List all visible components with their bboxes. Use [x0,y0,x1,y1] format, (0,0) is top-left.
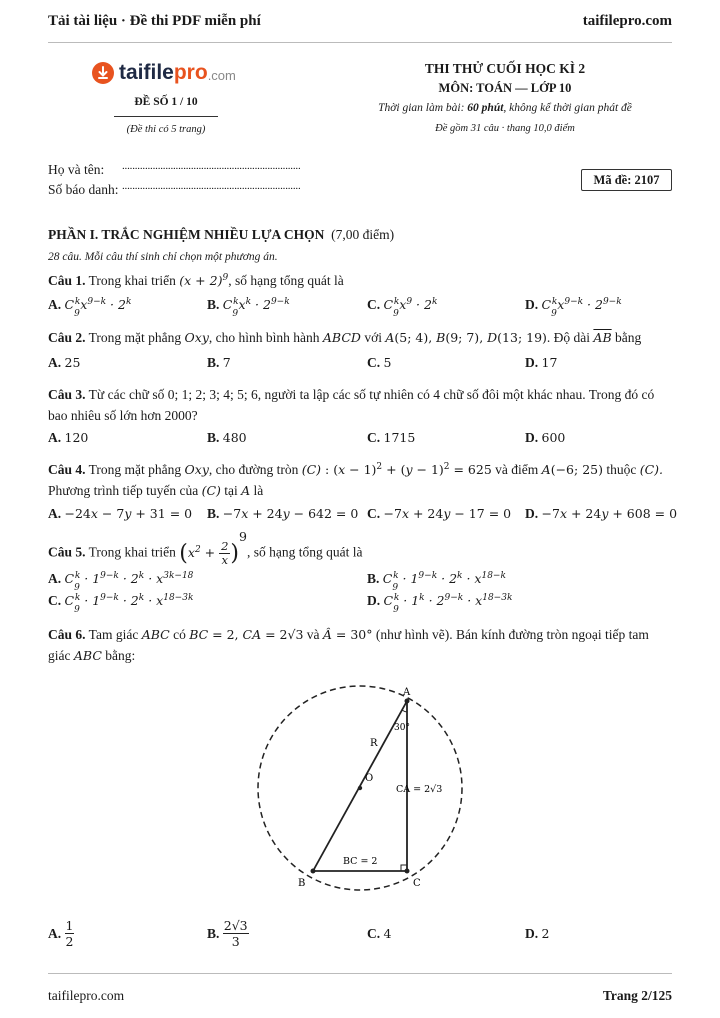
label-o: O [365,773,374,784]
question-6: Câu 6. Tam giác ABC có BC = 2, CA = 2√3 và Â = 30° (như hình vẽ). Bán kính đường tròn ngoại tiếp tam giác ABC bằng: [48,627,649,663]
q5-option-c[interactable]: C. $C_9^k \cdot 1^{9-k} \cdot 2^k \cdot x^{18-3k}$ [48,592,194,615]
ma-de-box: Mã đề: 2107 [581,169,672,191]
question-1: Câu 1. Trong khai triển $(x + 2)^9$, số hạng tổng quát là [48,272,344,288]
q3-option-a[interactable]: A. 120 [48,430,89,445]
q4-option-a[interactable]: A. −24x − 7y + 31 = 0 [48,506,193,521]
exam-code: ĐỀ SỐ 1 / 10 [134,96,198,108]
label-b: B [298,878,306,889]
q3-option-b[interactable]: B. 480 [207,430,247,445]
question-2: Câu 2. Trong mặt phẳng Oxy, cho hình bình hành ABCD với A(5; 4), B(9; 7), D(13; 19). Độ dài $\overline{AB}$ bằng [48,330,642,345]
q2-option-a[interactable]: A. 25 [48,355,81,370]
pages-note: (Đề thi có 5 trang) [126,124,206,135]
q1-option-d[interactable]: D. $C_9^kx^{9-k} \cdot 2^{9-k}$ [525,296,622,319]
exam-code-rule [114,116,218,117]
label-bc: BC = 2 [343,856,378,867]
logo-tld: .com [207,68,236,83]
label-angle: 30° [394,723,410,733]
q2-option-b[interactable]: B. 7 [207,355,231,370]
label-ca: CA = 2√3 [396,784,443,795]
header-right[interactable]: taifilepro.com [582,13,672,29]
header-left: Tải tài liệu · Đề thi PDF miễn phí [48,13,261,29]
footer-rule [48,973,672,974]
point-o [358,786,362,790]
q6-option-d[interactable]: D. 2 [525,926,550,941]
q3-option-d[interactable]: D. 600 [525,430,566,445]
q3-option-c[interactable]: C. 1715 [367,430,416,445]
question-3: Câu 3. Từ các chữ số 0; 1; 2; 3; 4; 5; 6, người ta lập các số tự nhiên có 4 chữ số đôi một khác nhau. Trong đó có bao nhiêu số lớn hơn 2000? [48,387,655,423]
question-4: Câu 4. Trong mặt phẳng Oxy, cho đường tròn (C) : $(x - 1)^2 + (y - 1)^2 = 625$ và điểm A(−6; 25) thuộc (C). Phương trình tiếp tuyến của (C) tại A là [48,461,664,498]
q6-option-a[interactable]: A. 1 2 [48,918,74,949]
q2-option-d[interactable]: D. 17 [525,355,558,370]
q2-option-c[interactable]: C. 5 [367,355,392,370]
q1-option-a[interactable]: A. $C_9^kx^{9-k} \cdot 2^k$ [48,296,132,319]
exam-subject: MÔN: TOÁN — LỚP 10 [438,81,572,95]
logo-brand-pro: pro [173,61,208,84]
exam-summary: Đề gồm 31 câu · thang 10,0 điểm [435,123,575,134]
name-field[interactable]: ...................................................................... [122,160,301,172]
q4-option-c[interactable]: C. −7x + 24y − 17 = 0 [367,506,512,521]
download-icon [92,62,114,84]
label-r: R [370,738,378,749]
q5-option-d[interactable]: D. $C_9^k \cdot 1^k \cdot 2^{9-k} \cdot x^{18-3k}$ [367,592,513,615]
q5-option-a[interactable]: A. $C_9^k \cdot 1^{9-k} \cdot 2^k \cdot x^{3k-18}$ [48,570,194,593]
logo [92,61,236,85]
exam-time: Thời gian làm bài: 60 phút, không kể thời gian phát đề [378,102,632,114]
point-c [405,869,410,874]
q4-option-b[interactable]: B. −7x + 24y − 642 = 0 [207,506,359,521]
label-c: C [413,878,421,889]
name-label: Họ và tên: [48,162,105,177]
id-field[interactable]: ...................................................................... [122,180,301,192]
section-note: 28 câu. Mỗi câu thí sinh chỉ chọn một phương án. [48,251,278,263]
q5-option-b[interactable]: B. $C_9^k \cdot 1^{9-k} \cdot 2^k \cdot x^{18-k}$ [367,570,506,593]
footer-page: Trang 2/125 [602,988,672,1003]
footer-left[interactable]: taifilepro.com [48,988,125,1003]
q6-option-c[interactable]: C. 4 [367,926,392,941]
question-5: Câu 5. Trong khai triển ($x^2$ + $\frac{2}{x}$ )$^9$, số hạng tổng quát là [48,529,363,567]
point-b [311,869,316,874]
exam-title: THI THỬ CUỐI HỌC KÌ 2 [424,61,586,76]
q1-option-c[interactable]: C. $C_9^kx^9 \cdot 2^k$ [367,296,438,319]
label-a: A [403,687,411,698]
header-rule [48,42,672,43]
triangle-figure [255,685,495,905]
q6-option-b[interactable]: B. 2√3 3 [207,918,248,949]
id-label: Số báo danh: [48,182,119,197]
logo-brand: taifile [119,61,174,84]
q1-option-b[interactable]: B. $C_9^kx^k \cdot 2^{9-k}$ [207,296,290,319]
section-title: PHẦN I. TRẮC NGHIỆM NHIỀU LỰA CHỌN (7,00 điểm) [48,227,395,242]
q4-option-d[interactable]: D. −7x + 24y + 608 = 0 [525,506,678,521]
point-a [405,699,410,704]
